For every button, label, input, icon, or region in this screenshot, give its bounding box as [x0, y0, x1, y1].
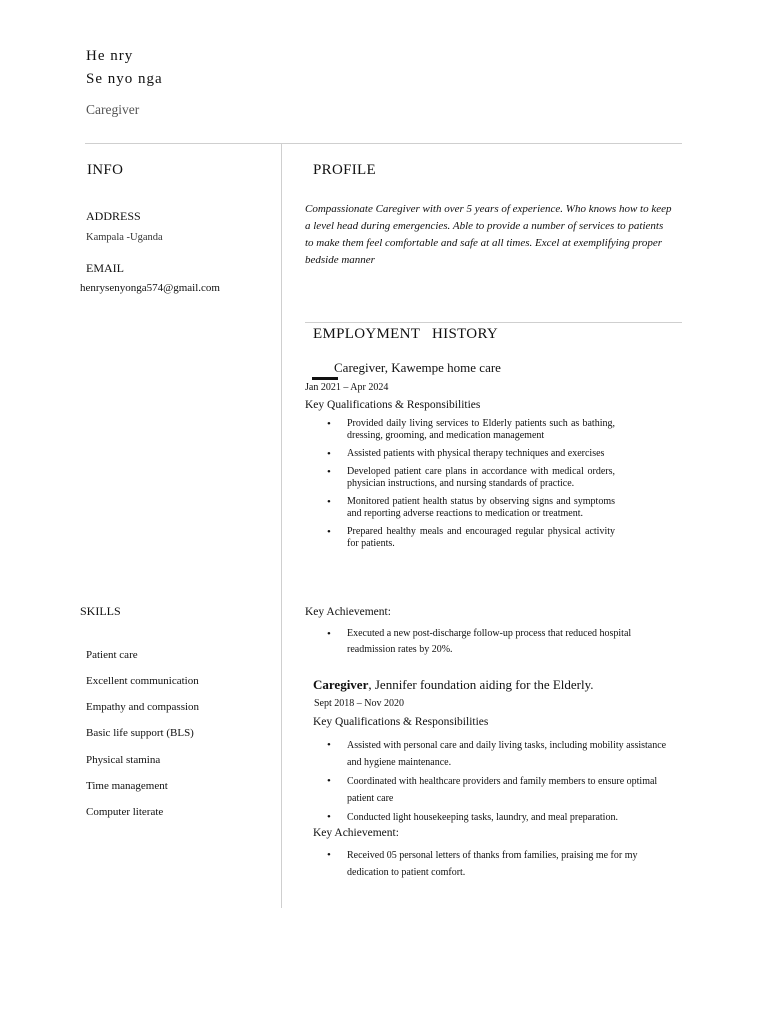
email-value: henrysenyonga574@gmail.com — [80, 282, 220, 294]
list-item: • Assisted with personal care and daily living tasks, including mobility assistance and hygiene maintenance. — [347, 737, 677, 771]
list-item: • Provided daily living services to Elderly patients such as bathing, dressing, grooming, and medication management — [347, 418, 615, 443]
list-item: • Assisted patients with physical therapy techniques and exercises — [347, 448, 615, 460]
profile-heading: PROFILE — [313, 162, 376, 178]
job-title-employer: , Jennifer foundation aiding for the Elderly. — [368, 677, 594, 692]
job-title — [313, 677, 594, 693]
column-divider — [281, 143, 282, 908]
list-item: • Executed a new post-discharge follow-up process that reduced hospital readmission rates by 20%. — [347, 626, 657, 658]
list-item: • Conducted light housekeeping tasks, laundry, and meal preparation. — [347, 809, 677, 826]
skill-item: Basic life support (BLS) — [86, 727, 194, 739]
skill-item: Time management — [86, 780, 168, 792]
address-value: Kampala -Uganda — [86, 232, 163, 243]
qualifications-heading: Key Qualifications & Responsibilities — [305, 399, 481, 411]
job-title: Caregiver, Kawempe home care — [334, 360, 501, 375]
skills-heading: SKILLS — [80, 604, 121, 618]
skill-item: Patient care — [86, 649, 138, 661]
email-label: EMAIL — [86, 261, 124, 275]
profile-summary: Compassionate Caregiver with over 5 years of experience. Who knows how to keep a level head during emergencies. Able to provide a number of services to patients to make them feel comfortable and safe at all times. Excel at exemplifying proper bedside manner — [305, 203, 672, 266]
skill-item: Physical stamina — [86, 754, 161, 766]
list-item: • Developed patient care plans in accordance with medical orders, physician instructions, and nursing standards of practice. — [347, 466, 615, 491]
qualifications-heading: Key Qualifications & Responsibilities — [313, 716, 489, 728]
job-title-role: Caregiver — [313, 677, 369, 692]
job-dates: Jan 2021 – Apr 2024 — [305, 382, 389, 393]
skill-item: Excellent communication — [86, 675, 199, 687]
achievement-list — [347, 626, 657, 664]
achievement-heading: Key Achievement: — [305, 606, 391, 618]
info-heading: INFO — [87, 162, 124, 178]
list-item: • Received 05 personal letters of thanks from families, praising me for my dedication to patient comfort. — [347, 847, 665, 881]
last-name: Se nyo nga — [86, 71, 163, 87]
achievement-list — [347, 847, 665, 887]
achievement-heading: Key Achievement: — [313, 827, 399, 839]
title-accent — [312, 377, 338, 380]
employment-heading: EMPLOYMENT HISTORY — [313, 326, 499, 342]
first-name: He nry — [86, 48, 134, 64]
list-item: • Prepared healthy meals and encouraged regular physical activity for patients. — [347, 526, 615, 551]
address-label: ADDRESS — [86, 209, 141, 223]
header-divider — [85, 143, 682, 144]
employment-divider — [305, 322, 682, 323]
responsibilities-list — [347, 418, 615, 556]
skill-item: Empathy and compassion — [86, 701, 200, 713]
responsibilities-list — [347, 737, 677, 828]
list-item: • Coordinated with healthcare providers and family members to ensure optimal patient care — [347, 773, 677, 807]
skill-item: Computer literate — [86, 806, 164, 818]
list-item: • Monitored patient health status by observing signs and symptoms and reporting adverse reactions to medication or treatment. — [347, 496, 615, 521]
role-title: Caregiver — [86, 102, 140, 117]
job-dates: Sept 2018 – Nov 2020 — [314, 698, 404, 709]
